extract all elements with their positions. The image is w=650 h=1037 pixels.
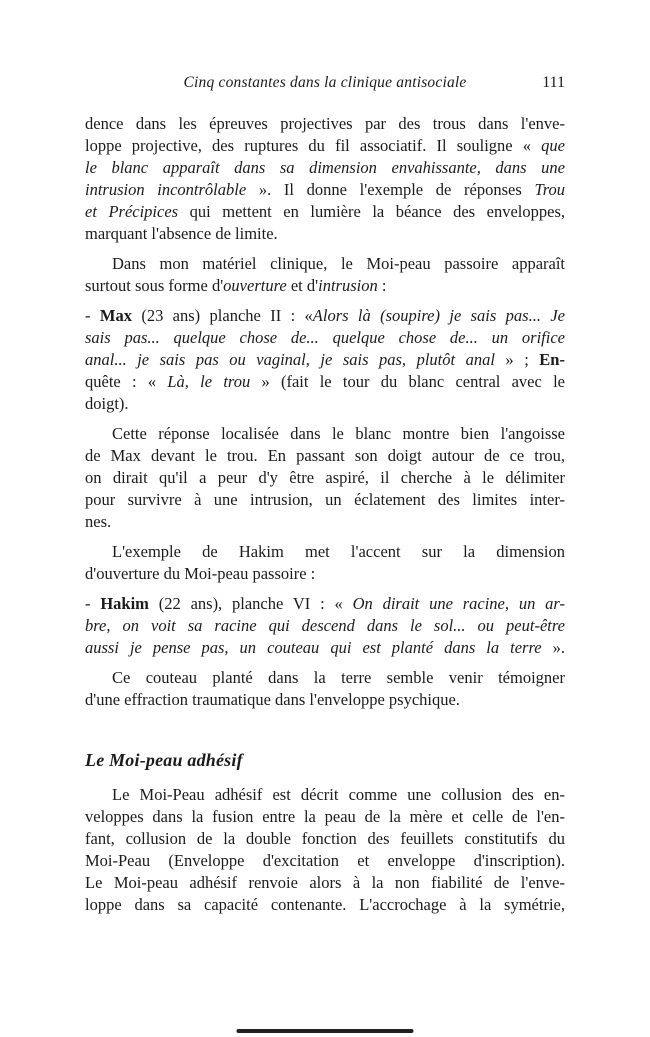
- paragraph: [85, 423, 565, 533]
- text-line: fant, collusion de la double fonction des feuillets constitutifs du: [85, 829, 565, 848]
- page-body: [85, 113, 565, 924]
- paragraph: [85, 253, 565, 297]
- text-line: loppe dans sa capacité contenante. L'accrochage à la symétrie,: [85, 895, 565, 914]
- text-line: intrusion incontrôlable ». Il donne l'exemple de réponses Trou: [85, 180, 566, 199]
- text-line: L'exemple de Hakim met l'accent sur la dimension: [112, 542, 565, 561]
- paragraph: [85, 305, 565, 415]
- text-line: d'ouverture du Moi-peau passoire :: [85, 564, 316, 583]
- text-line: anal... je sais pas ou vaginal, je sais pas, plutôt anal » ; En-: [85, 350, 565, 369]
- text-line: bre, on voit sa racine qui descend dans le sol... ou peut-être: [85, 616, 565, 635]
- text-line: Dans mon matériel clinique, le Moi-peau passoire apparaît: [112, 254, 565, 273]
- section-heading: Le Moi-peau adhésif: [85, 750, 243, 770]
- text-line: nes.: [85, 512, 112, 531]
- paragraph: [85, 784, 565, 916]
- text-line: loppe projective, des ruptures du fil associatif. Il souligne « que: [85, 136, 565, 155]
- text-line: d'une effraction traumatique dans l'enveloppe psychique.: [85, 690, 460, 709]
- text-line: veloppes dans la fusion entre la peau de la mère et celle de l'en-: [85, 807, 565, 826]
- text-line: et Précipices qui mettent en lumière la béance des enveloppes,: [85, 202, 565, 221]
- paragraph: [85, 667, 565, 711]
- text-line: surtout sous forme d'ouverture et d'intrusion :: [85, 276, 387, 295]
- text-line: de Max devant le trou. En passant son doigt autour de ce trou,: [85, 446, 565, 465]
- text-line: aussi je pense pas, un couteau qui est planté dans la terre ».: [85, 638, 565, 657]
- text-line: marquant l'absence de limite.: [85, 224, 278, 243]
- text-line: Moi-Peau (Enveloppe d'excitation et enveloppe d'inscription).: [85, 851, 565, 870]
- text-line: on dirait qu'il a peur d'y être aspiré, il cherche à le délimiter: [85, 468, 565, 487]
- home-indicator-bar[interactable]: [237, 1029, 414, 1033]
- text-line: le blanc apparaît dans sa dimension envahissante, dans une: [85, 158, 565, 177]
- text-line: pour survivre à une intrusion, un éclatement des limites inter-: [85, 490, 565, 509]
- text-line: sais pas... quelque chose de... quelque chose de... un orifice: [85, 328, 565, 347]
- text-line: Le Moi-peau adhésif renvoie alors à la non fiabilité de l'enve-: [85, 873, 565, 892]
- page-number: 111: [542, 74, 565, 91]
- text-line: Cette réponse localisée dans le blanc montre bien l'angoisse: [112, 424, 565, 443]
- paragraph: [85, 541, 565, 585]
- text-line: Ce couteau planté dans la terre semble venir témoigner: [112, 668, 565, 687]
- running-header: [85, 74, 565, 96]
- text-line: - Hakim (22 ans), planche VI : « On dirait une racine, un ar-: [85, 594, 565, 613]
- text-line: quête : « Là, le trou » (fait le tour du blanc central avec le: [85, 372, 565, 391]
- text-line: dence dans les épreuves projectives par des trous dans l'enve-: [85, 114, 565, 133]
- text-line: - Max (23 ans) planche II : «Alors là (soupire) je sais pas... Je: [85, 306, 565, 325]
- running-title: Cinq constantes dans la clinique antisociale: [183, 74, 467, 91]
- text-line: Le Moi-Peau adhésif est décrit comme une collusion des en-: [112, 785, 565, 804]
- paragraph: [85, 113, 565, 245]
- paragraph: [85, 593, 565, 659]
- text-line: doigt).: [85, 394, 129, 413]
